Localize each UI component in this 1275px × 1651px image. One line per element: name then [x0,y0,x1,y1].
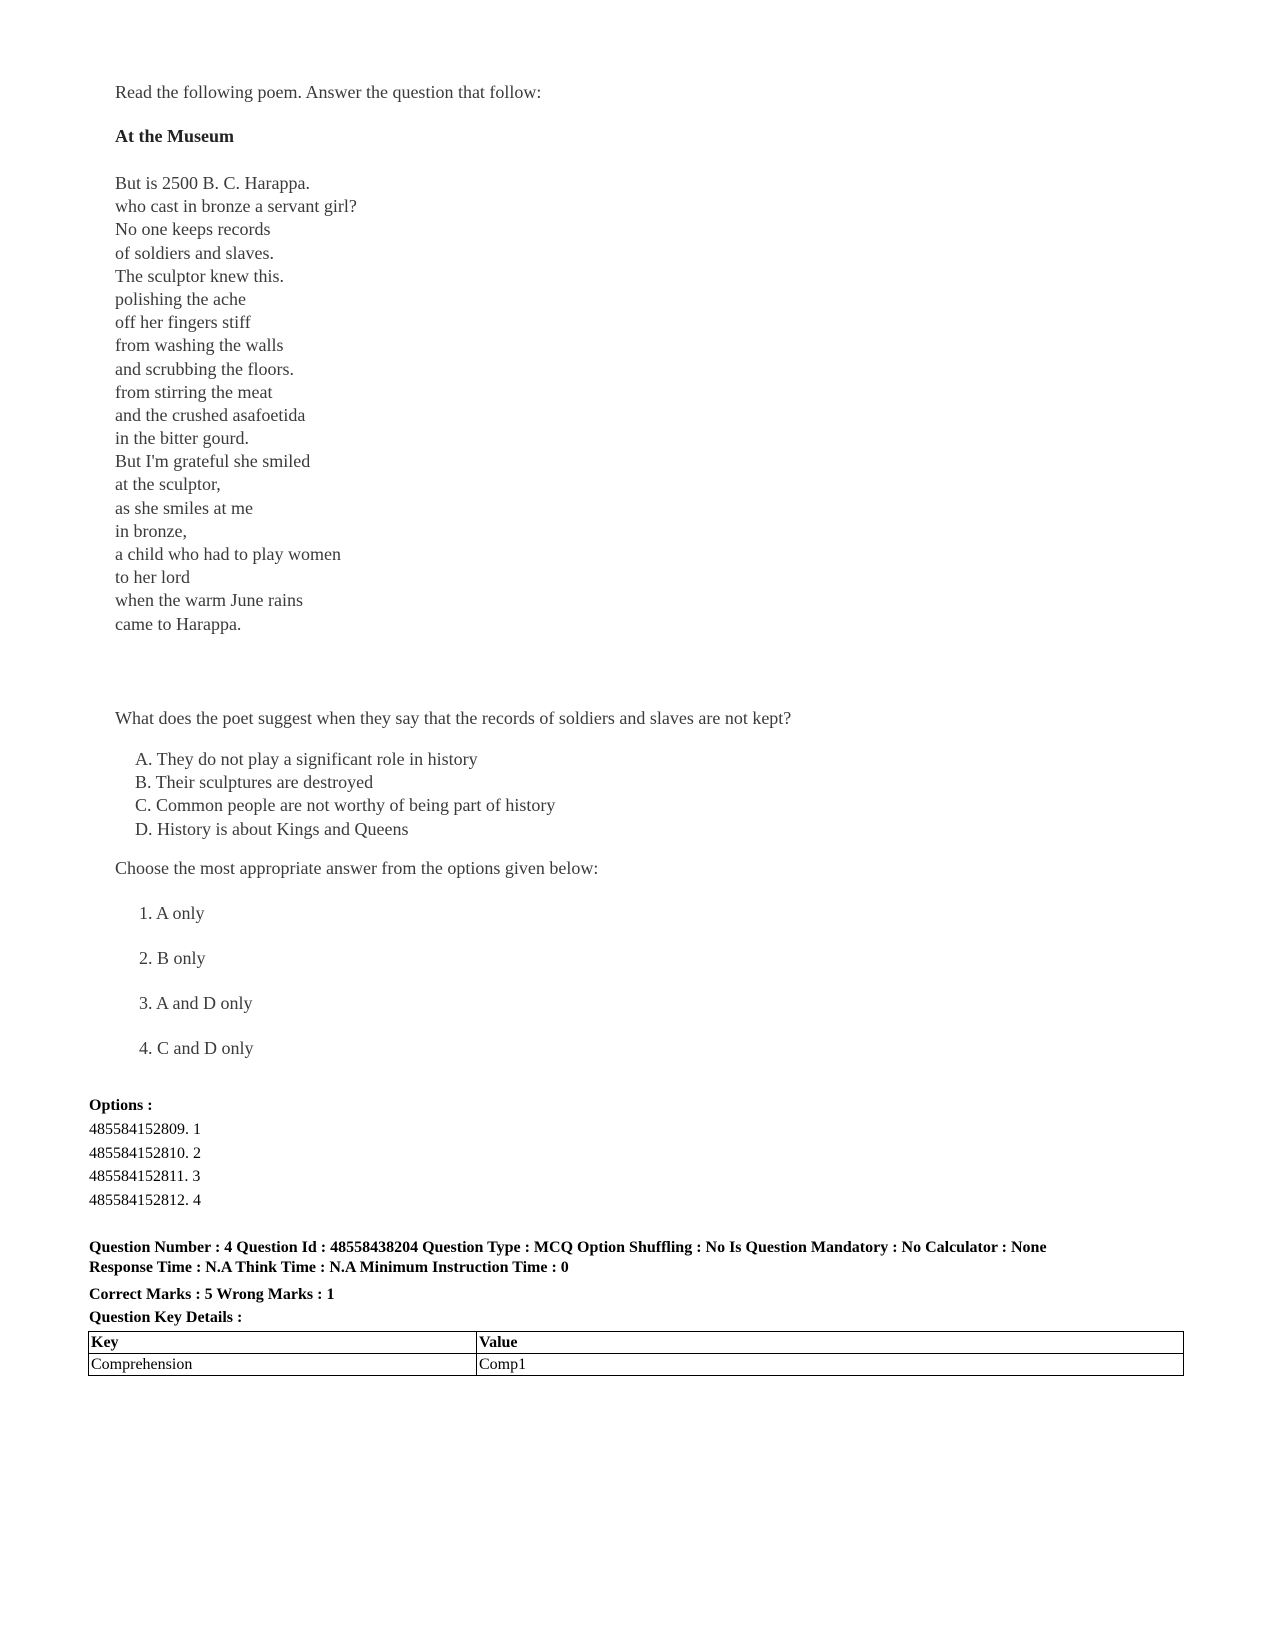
statement-item: B. Their sculptures are destroyed [135,772,374,793]
key-details-heading: Question Key Details : [89,1309,243,1326]
choose-prompt: Choose the most appropriate answer from the options given below: [115,858,599,878]
statement-item: D. History is about Kings and Queens [135,818,409,839]
question-text: What does the poet suggest when they say that the records of soldiers and slaves are not kept? [115,708,792,728]
poem-line: in bronze, [115,520,187,541]
poem-line: and the crushed asafoetida [115,404,306,425]
poem-line: from washing the walls [115,335,284,356]
poem-title: At the Museum [115,126,234,146]
table-header-cell: Key [89,1332,477,1354]
option-item: 485584152810. 2 [89,1144,201,1162]
options-list [89,1118,201,1212]
poem-line: But I'm grateful she smiled [115,451,311,472]
table-row [89,1354,1184,1376]
poem-line: who cast in bronze a servant girl? [115,196,357,217]
poem-line: from stirring the meat [115,381,273,402]
poem-line: to her lord [115,567,190,588]
choice-item: 4. C and D only [139,1038,254,1058]
instruction-text: Read the following poem. Answer the question that follow: [115,82,542,102]
poem-line: and scrubbing the floors. [115,358,294,379]
option-item: 485584152811. 3 [89,1168,201,1185]
choice-item: 2. B only [139,948,206,968]
poem-line: a child who had to play women [115,544,341,564]
table-header-row [89,1332,1184,1354]
poem-line: at the sculptor, [115,474,221,495]
statement-item: A. They do not play a significant role in history [135,749,478,769]
statement-item: C. Common people are not worthy of being part of history [135,795,556,816]
poem-line: off her fingers stiff [115,312,251,333]
poem-line: No one keeps records [115,219,271,240]
poem-line: But is 2500 B. C. Harappa. [115,173,310,193]
metadata-line: Response Time : N.A Think Time : N.A Minimum Instruction Time : 0 [89,1259,569,1276]
poem-line: when the warm June rains [115,590,303,611]
choice-item: 1. A only [139,903,205,923]
poem-line: in the bitter gourd. [115,428,249,449]
table-cell: Comp1 [477,1354,1184,1376]
metadata-line: Question Number : 4 Question Id : 48558438204 Question Type : MCQ Option Shuffling : No Is Question Mandatory : No Calculator : None [89,1239,1047,1256]
option-item: 485584152809. 1 [89,1121,201,1138]
marks-line: Correct Marks : 5 Wrong Marks : 1 [89,1286,335,1303]
poem-line: of soldiers and slaves. [115,242,274,263]
statement-list [135,748,555,841]
options-heading: Options : [89,1097,153,1114]
table-cell: Comprehension [89,1354,477,1376]
question-metadata [89,1238,1199,1278]
poem-line: polishing the ache [115,288,246,309]
choice-item: 3. A and D only [139,993,253,1013]
poem-line: as she smiles at me [115,497,253,518]
poem-line: came to Harappa. [115,613,242,634]
poem [115,172,357,636]
table-header-cell: Value [477,1332,1184,1354]
poem-line: The sculptor knew this. [115,265,284,286]
option-item: 485584152812. 4 [89,1191,201,1209]
key-details-table [88,1331,1184,1376]
choice-list [139,900,254,1080]
